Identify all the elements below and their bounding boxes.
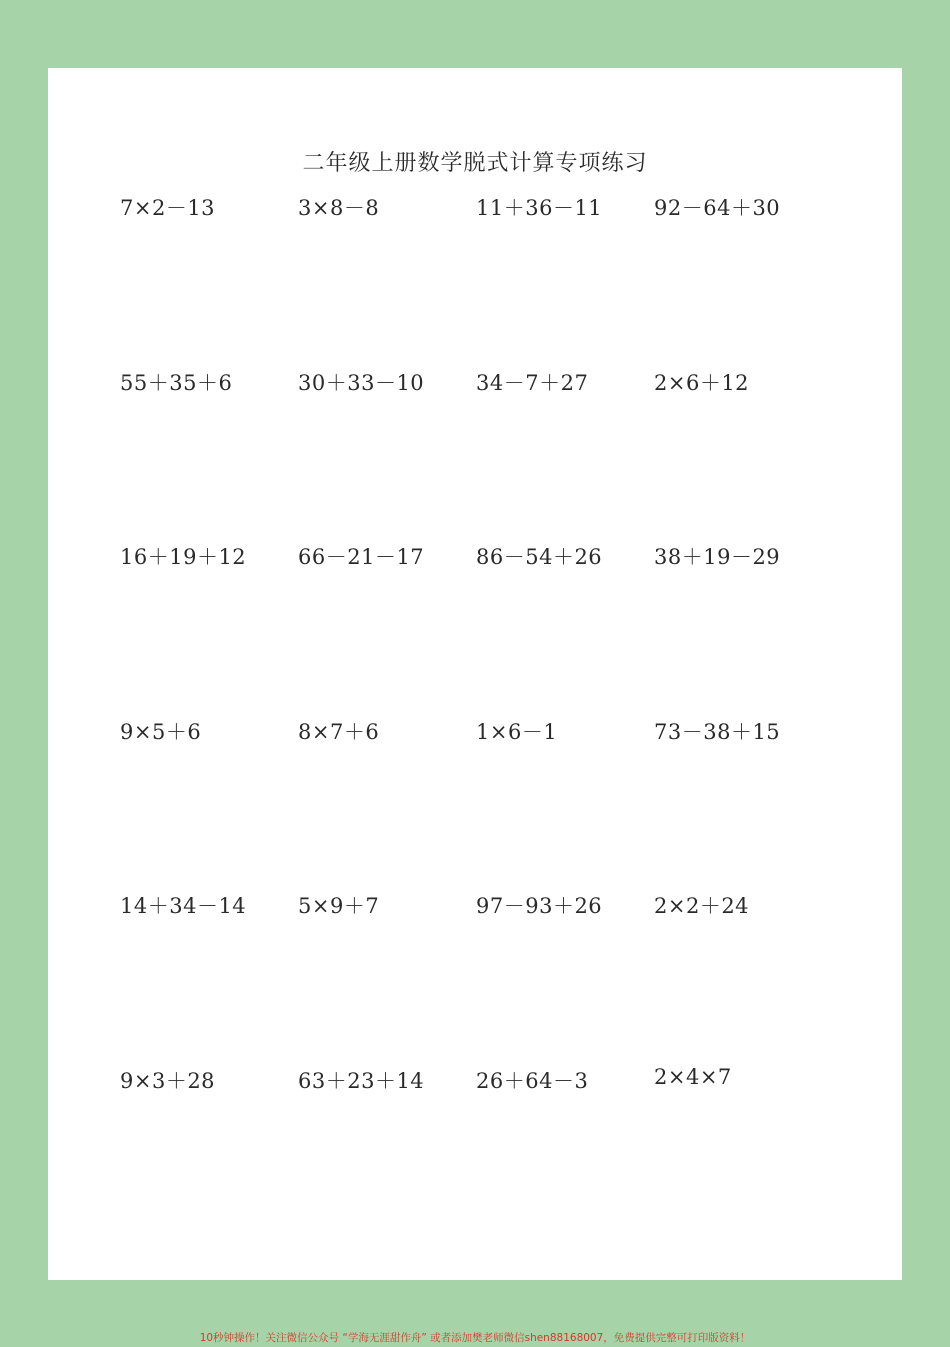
problem: 26＋64－3 <box>476 1068 589 1093</box>
problem: 9×3＋28 <box>120 1068 216 1093</box>
problem-row <box>120 192 840 367</box>
problem: 8×7＋6 <box>298 719 380 744</box>
problem: 66－21－17 <box>298 545 425 569</box>
problem: 2×6＋12 <box>654 370 750 395</box>
problem-grid <box>120 192 840 1239</box>
problem-row <box>120 367 840 542</box>
worksheet-page <box>48 68 902 1280</box>
promo-footer-text: 10秒钟操作！关注微信公众号 “学海无涯甜作舟” 或者添加樊老师微信shen88168007，免费提供完整可打印版资料！ <box>199 1332 751 1344</box>
problem: 7×2－13 <box>120 196 216 220</box>
problem: 14＋34－14 <box>120 894 247 918</box>
problem: 2×2＋24 <box>654 894 750 918</box>
problem: 5×9＋7 <box>298 894 380 918</box>
problem: 38＋19－29 <box>654 545 781 569</box>
problem: 34－7＋27 <box>476 370 589 395</box>
problem: 2×4×7 <box>654 1064 732 1089</box>
problem: 73－38＋15 <box>654 719 781 744</box>
problem-row <box>120 716 840 891</box>
problem: 97－93＋26 <box>476 894 603 918</box>
problem: 3×8－8 <box>298 196 380 220</box>
problem: 9×5＋6 <box>120 719 202 744</box>
problem: 30＋33－10 <box>298 370 425 395</box>
worksheet-title: 二年级上册数学脱式计算专项练习 <box>302 151 648 176</box>
problem: 92－64＋30 <box>654 196 781 220</box>
problem: 11＋36－11 <box>476 196 603 220</box>
problem: 1×6－1 <box>476 719 558 744</box>
problem-row <box>120 890 840 1065</box>
problem-row <box>120 541 840 716</box>
problem: 55＋35＋6 <box>120 370 233 395</box>
problem: 16＋19＋12 <box>120 545 247 569</box>
problem: 63＋23＋14 <box>298 1068 425 1093</box>
problem: 86－54＋26 <box>476 545 603 569</box>
problem-row <box>120 1065 840 1240</box>
